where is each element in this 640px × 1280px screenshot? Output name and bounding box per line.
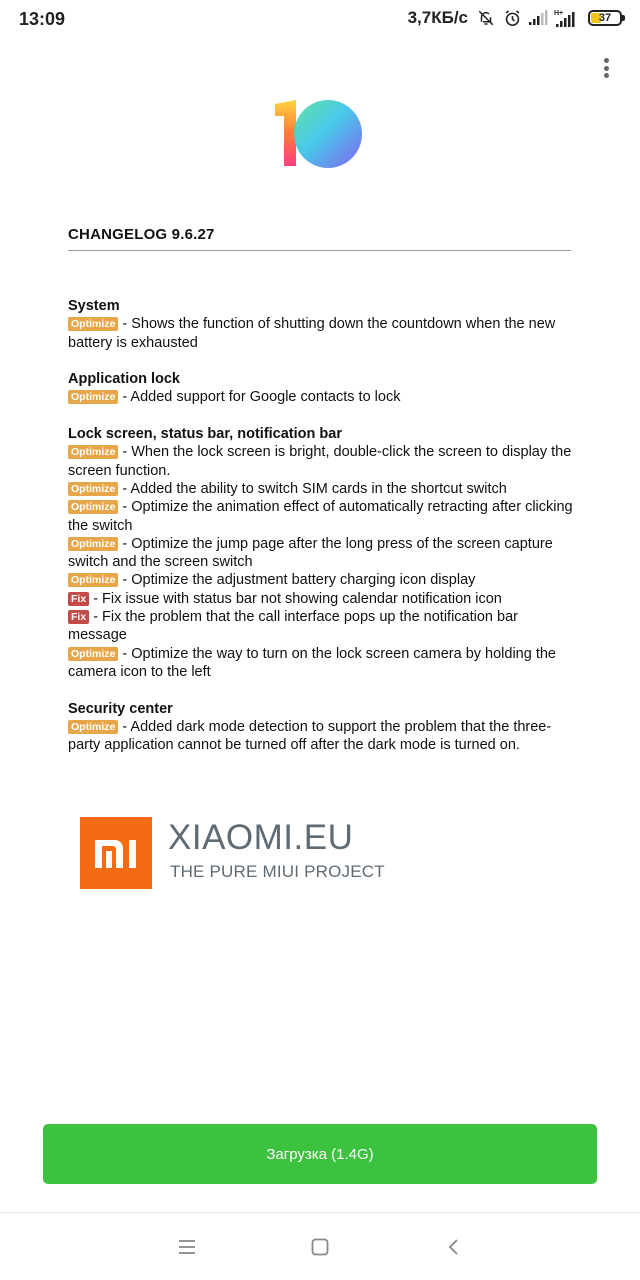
changelog-section bbox=[68, 370, 576, 407]
changelog-entry bbox=[68, 590, 576, 608]
entry-text: - Optimize the way to turn on the lock screen camera by holding the camera icon to the left bbox=[68, 645, 556, 680]
changelog-entry bbox=[68, 498, 576, 535]
entry-text: - Optimize the animation effect of automatically retracting after clicking the switch bbox=[68, 499, 573, 534]
download-button[interactable]: Загрузка (1.4G) bbox=[43, 1124, 597, 1184]
changelog-entry bbox=[68, 535, 576, 572]
changelog-body bbox=[68, 297, 576, 773]
changelog-entry bbox=[68, 571, 576, 589]
dot-icon bbox=[604, 73, 609, 78]
changelog-entry bbox=[68, 718, 576, 755]
battery-level: 37 bbox=[598, 12, 612, 24]
section-title: System bbox=[68, 298, 120, 314]
menu-nav-button[interactable] bbox=[175, 1235, 199, 1259]
mi-logo-icon bbox=[80, 817, 152, 889]
dot-icon bbox=[604, 58, 609, 63]
changelog-entry bbox=[68, 443, 576, 480]
optimize-tag: Optimize bbox=[68, 317, 118, 331]
optimize-tag: Optimize bbox=[68, 720, 118, 734]
changelog-entry bbox=[68, 480, 576, 498]
hamburger-icon bbox=[177, 1239, 197, 1255]
brand-name: XIAOMI.EU bbox=[168, 818, 354, 857]
signal-icon bbox=[528, 8, 548, 28]
status-time: 13:09 bbox=[19, 9, 66, 29]
changelog-section bbox=[68, 297, 576, 352]
alarm-icon bbox=[502, 8, 522, 28]
entry-text: - Optimize the adjustment battery charging icon display bbox=[122, 572, 476, 589]
optimize-tag: Optimize bbox=[68, 573, 118, 587]
square-icon bbox=[310, 1237, 330, 1257]
back-nav-button[interactable] bbox=[442, 1235, 466, 1259]
signal-hplus-icon bbox=[554, 8, 580, 28]
status-indicators bbox=[408, 8, 622, 28]
entry-text: - Shows the function of shutting down the countdown when the new battery is exhausted bbox=[68, 316, 556, 351]
optimize-tag: Optimize bbox=[68, 445, 118, 459]
changelog-section bbox=[68, 425, 576, 681]
changelog-entry bbox=[68, 608, 576, 645]
fix-tag: Fix bbox=[68, 592, 89, 606]
changelog-entry bbox=[68, 388, 576, 406]
entry-text: - Added dark mode detection to support the problem that the three-party application cannot be turned off after the dark mode is turned on. bbox=[68, 718, 552, 754]
more-options-button[interactable] bbox=[594, 56, 618, 80]
divider bbox=[68, 250, 571, 251]
section-title: Security center bbox=[68, 700, 173, 717]
entry-text: - When the lock screen is bright, double-click the screen to display the screen function. bbox=[68, 444, 572, 479]
optimize-tag: Optimize bbox=[68, 647, 118, 661]
entry-text: - Fix the problem that the call interface pops up the notification bar message bbox=[68, 609, 518, 644]
dot-icon bbox=[604, 66, 609, 71]
entry-text: - Fix issue with status bar not showing calendar notification icon bbox=[93, 590, 502, 607]
battery-icon bbox=[588, 10, 622, 26]
entry-text: - Added support for Google contacts to lock bbox=[122, 389, 401, 406]
brand-tagline: THE PURE MIUI PROJECT bbox=[170, 862, 385, 881]
changelog-entry bbox=[68, 645, 576, 682]
navigation-bar bbox=[0, 1212, 640, 1280]
optimize-tag: Optimize bbox=[68, 500, 118, 514]
optimize-tag: Optimize bbox=[68, 390, 118, 404]
changelog-section bbox=[68, 700, 576, 755]
changelog-title: CHANGELOG 9.6.27 bbox=[68, 226, 215, 243]
section-title: Application lock bbox=[68, 371, 180, 388]
fix-tag: Fix bbox=[68, 610, 89, 624]
miui-10-logo bbox=[272, 98, 368, 170]
optimize-tag: Optimize bbox=[68, 537, 118, 551]
chevron-left-icon bbox=[444, 1237, 464, 1257]
svg-text:H+: H+ bbox=[554, 10, 564, 17]
changelog-entry bbox=[68, 315, 576, 352]
optimize-tag: Optimize bbox=[68, 482, 118, 496]
network-speed: 3,7КБ/с bbox=[407, 8, 468, 27]
section-title: Lock screen, status bar, notification bar bbox=[68, 426, 342, 443]
entry-text: - Added the ability to switch SIM cards in the shortcut switch bbox=[122, 480, 507, 497]
status-bar bbox=[0, 0, 640, 40]
bell-off-icon bbox=[476, 8, 496, 28]
home-nav-button[interactable] bbox=[308, 1235, 332, 1259]
entry-text: - Optimize the jump page after the long press of the screen capture switch and the screen switch bbox=[68, 535, 553, 571]
